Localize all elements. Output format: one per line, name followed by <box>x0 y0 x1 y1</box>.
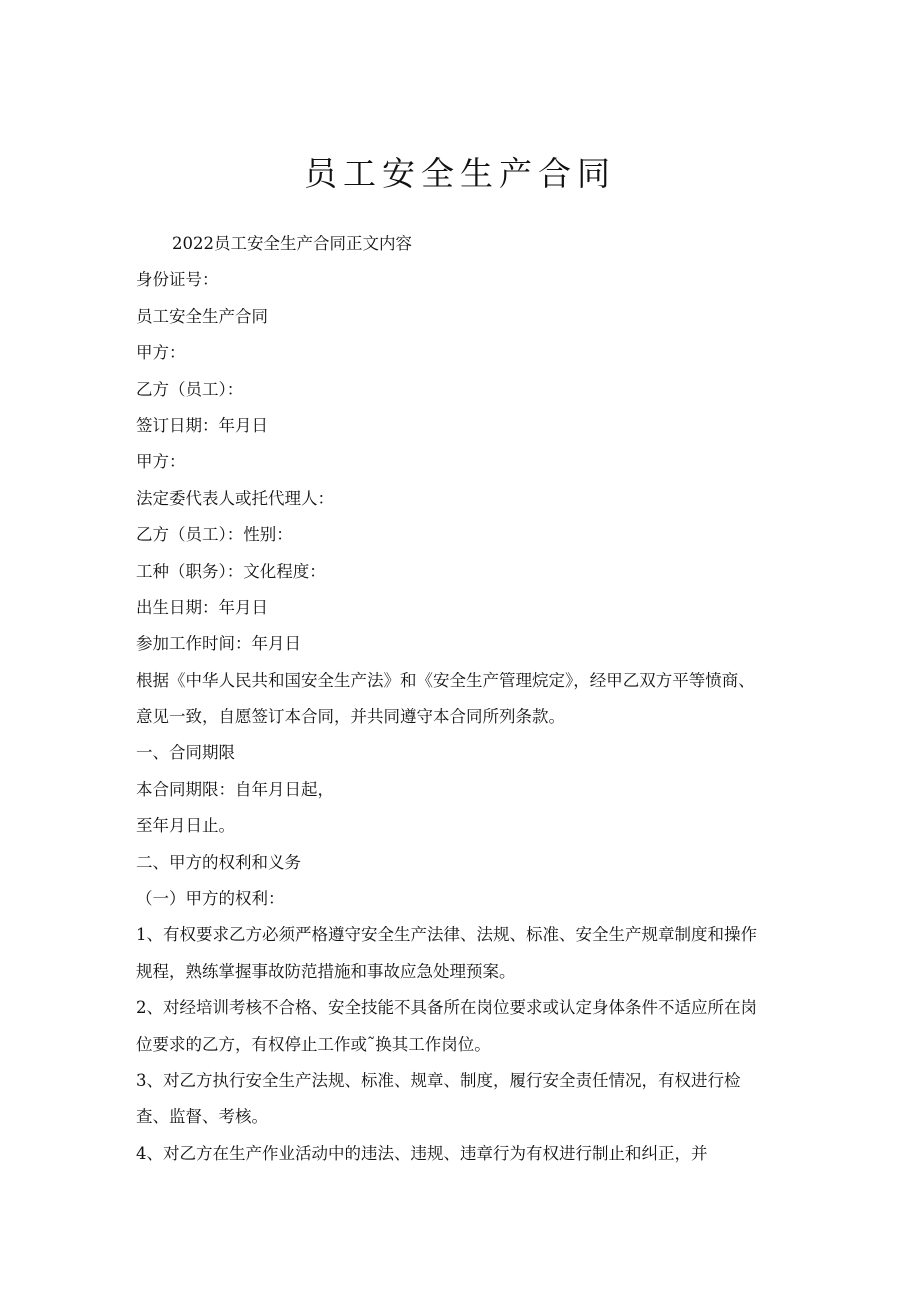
document-body <box>136 226 786 1172</box>
text-line-party-a-2: 甲方： <box>136 452 186 472</box>
text-line-term-start: 本合同期限：自年月日起， <box>136 779 334 799</box>
subsection-heading-rights: （一）甲方的权利： <box>136 889 285 909</box>
text-line-preamble-2: 意见一致，自愿签订本合同，并共同遵守本合同所列条款。 <box>136 707 565 727</box>
text-line-heading: 2022员工安全生产合同正文内容 <box>172 234 412 253</box>
clause-2-line-2: 位要求的乙方，有权停止工作或˜换其工作岗位。 <box>136 1034 491 1054</box>
text-line-id-number: 身份证号： <box>136 270 219 290</box>
text-line-party-a: 甲方： <box>136 343 186 363</box>
text-line-party-b: 乙方（员工）： <box>136 379 244 399</box>
text-line-preamble-1: 根据《中华人民共和国安全生产法》和《安全生产管理烷定》，经甲乙双方平等愤商、 <box>136 670 755 690</box>
section-heading-party-a-rights: 二、甲方的权利和义务 <box>136 852 301 872</box>
text-line-term-end: 至年月日止。 <box>136 816 235 836</box>
text-line-birth-date: 出生日期：年月日 <box>136 597 268 617</box>
clause-1-line-2: 规程，熟练掌握事故防范措施和事故应急处理预案。 <box>136 961 516 981</box>
text-line-contract-name: 员工安全生产合同 <box>136 306 268 326</box>
clause-3-line-1: 3、对乙方执行安全生产法规、标准、规章、制度，履行安全责任情况，有权进行检 <box>136 1070 741 1090</box>
text-line-job-education: 工种（职务）：文化程度： <box>136 561 326 581</box>
text-line-sign-date: 签订日期：年月日 <box>136 415 268 435</box>
clause-3-line-2: 查、监督、考核。 <box>136 1107 268 1127</box>
clause-1-line-1: 1、有权要求乙方必须严格遵守安全生产法律、法规、标准、安全生产规章制度和操作 <box>136 925 757 945</box>
text-line-party-b-gender: 乙方（员工）：性别： <box>136 525 293 545</box>
clause-4-line-1: 4、对乙方在生产作业活动中的违法、违规、违章行为有权进行制止和纠正，并 <box>136 1143 708 1163</box>
clause-2-line-1: 2、对经培训考核不合格、安全技能不具备所在岗位要求或认定身体条件不适应所在岗 <box>136 998 757 1018</box>
document-title: 员工安全生产合同 <box>304 154 616 193</box>
text-line-work-start: 参加工作时间：年月日 <box>136 634 301 654</box>
section-heading-term: 一、合同期限 <box>136 743 235 763</box>
text-line-legal-rep: 法定委代表人或托代理人： <box>136 488 334 508</box>
